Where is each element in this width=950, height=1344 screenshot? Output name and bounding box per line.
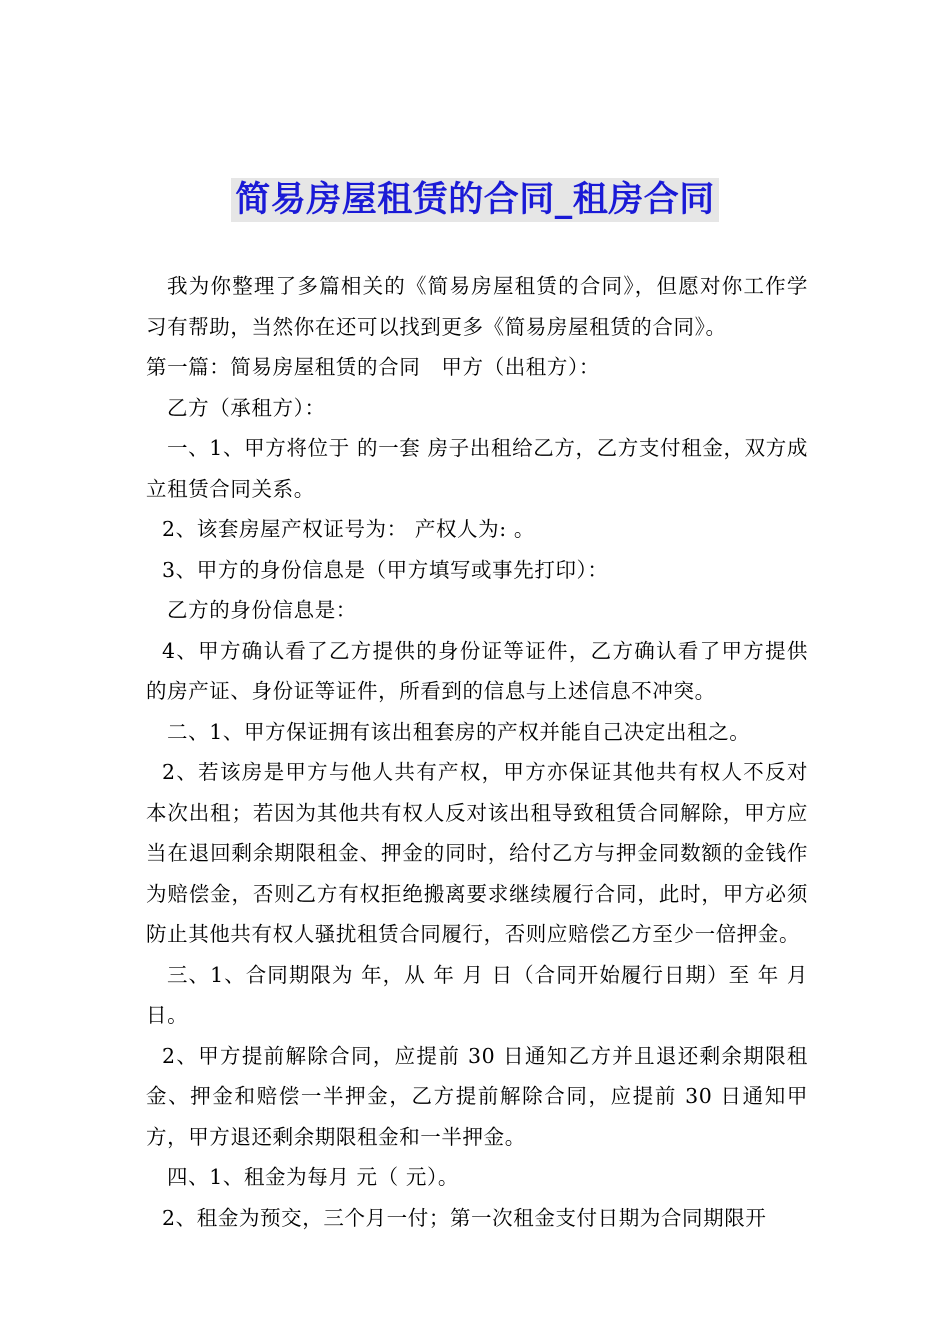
paragraph-section-one-heading: 第一篇：简易房屋租赁的合同 甲方（出租方）： <box>146 355 600 379</box>
paragraph-clause-3-1: 三、1、合同期限为 年，从 年 月 日（合同开始履行日期）至 年 月 日。 <box>146 962 808 1027</box>
paragraph-clause-4-1: 四、1、租金为每月 元（ 元）。 <box>167 1165 459 1189</box>
title-container <box>0 178 950 222</box>
paragraph-party-b-identity: 乙方的身份信息是： <box>167 598 357 622</box>
paragraph-clause-1-3: 3、甲方的身份信息是（甲方填写或事先打印）： <box>162 557 609 582</box>
paragraph-clause-3-2: 2、甲方提前解除合同，应提前 30 日通知乙方并且退还剩余期限租金、押金和赔偿一半押金，乙方提前解除合同，应提前 30 日通知甲方，甲方退还剩余期限租金和一半押金。 <box>146 1043 808 1149</box>
paragraph-clause-1-1: 一、1、甲方将位于 的一套 房子出租给乙方，乙方支付租金，双方成立租赁合同关系。 <box>146 436 808 501</box>
paragraph-intro: 我为你整理了多篇相关的《简易房屋租赁的合同》，但愿对你工作学习有帮助，当然你在还可以找到更多《简易房屋租赁的合同》。 <box>146 274 808 339</box>
paragraph-clause-4-2: 2、租金为预交，三个月一付；第一次租金支付日期为合同期限开 <box>162 1205 767 1230</box>
paragraph-clause-2-1: 二、1、甲方保证拥有该出租套房的产权并能自己决定出租之。 <box>167 719 751 744</box>
paragraph-party-b: 乙方（承租方）： <box>167 395 326 420</box>
document-body <box>146 266 808 1238</box>
paragraph-clause-1-2: 2、该套房屋产权证号为： 产权人为: 。 <box>162 517 535 541</box>
document-title: 简易房屋租赁的合同_租房合同 <box>231 178 719 222</box>
paragraph-clause-2-2: 2、若该房是甲方与他人共有产权，甲方亦保证其他共有权人不反对本次出租；若因为其他共有权人反对该出租导致租赁合同解除，甲方应当在退回剩余期限租金、押金的同时，给付乙方与押金同数额的金钱作为赔偿金，否则乙方有权拒绝搬离要求继续履行合同，此时，甲方必须防止其他共有权人骚扰租赁合同履行，否则应赔偿乙方至少一倍押金。 <box>146 760 808 946</box>
paragraph-clause-1-4: 4、甲方确认看了乙方提供的身份证等证件，乙方确认看了甲方提供的房产证、身份证等证件，所看到的信息与上述信息不冲突。 <box>146 638 808 703</box>
